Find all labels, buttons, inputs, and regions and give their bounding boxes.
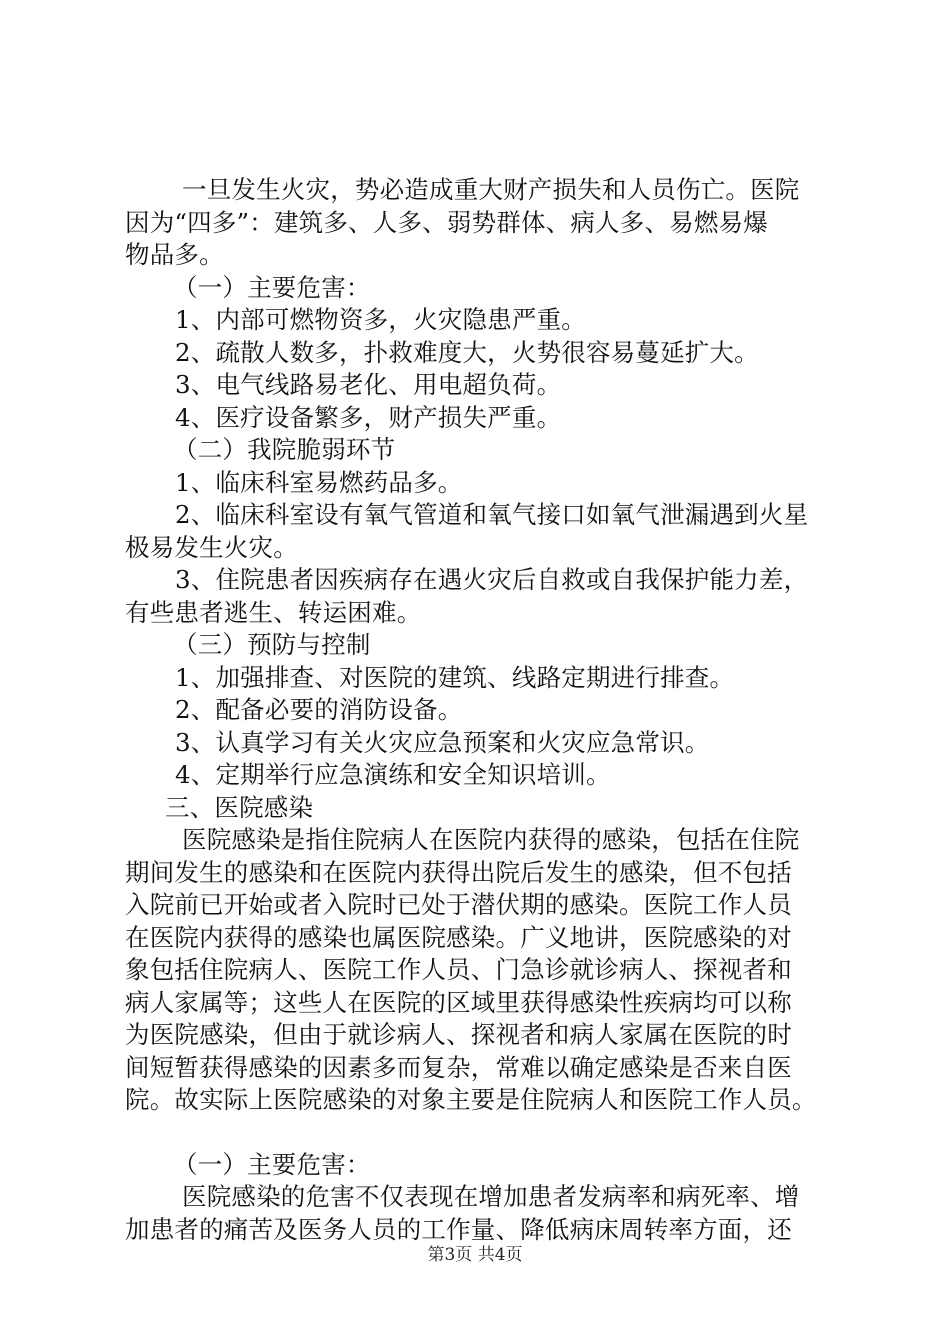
paragraph-line: 因为“四多”：建筑多、人多、弱势群体、病人多、易燃易爆 bbox=[125, 207, 768, 237]
paragraph-line: 加患者的痛苦及医务人员的工作量、降低病床周转率方面，还 bbox=[125, 1214, 792, 1244]
paragraph-line: 医院感染的危害不仅表现在增加患者发病率和病死率、增 bbox=[182, 1182, 800, 1211]
section-heading: （一）主要危害： bbox=[173, 1149, 371, 1179]
paragraph-line: 为医院感染，但由于就诊病人、探视者和病人家属在医院的时 bbox=[125, 1020, 792, 1049]
section-heading: （一）主要危害： bbox=[173, 272, 371, 302]
paragraph-line: 病人家属等；这些人在医院的区域里获得感染性疾病均可以称 bbox=[125, 987, 792, 1017]
chapter-heading: 三、医院感染 bbox=[165, 792, 314, 822]
paragraph-line: 医院感染是指住院病人在医院内获得的感染，包括在住院 bbox=[182, 825, 800, 854]
document-body bbox=[125, 174, 835, 1246]
list-item: 3、认真学习有关火灾应急预案和火灾应急常识。 bbox=[175, 727, 710, 757]
section-heading: （三）预防与控制 bbox=[173, 630, 371, 659]
list-item: 1、临床科室易燃药品多。 bbox=[175, 467, 463, 497]
list-item: 1、内部可燃物资多，火灾隐患严重。 bbox=[175, 305, 586, 334]
paragraph-line: 有些患者逃生、转运困难。 bbox=[125, 597, 422, 627]
list-item: 3、电气线路易老化、用电超负荷。 bbox=[175, 370, 562, 399]
list-item: 3、住院患者因疾病存在遇火灾后自救或自我保护能力差， bbox=[175, 565, 809, 594]
list-item: 2、配备必要的消防设备。 bbox=[175, 695, 463, 724]
paragraph-line: 间短暂获得感染的因素多而复杂，常难以确定感染是否来自医 bbox=[125, 1052, 792, 1082]
section-heading: （二）我院脆弱环节 bbox=[173, 435, 396, 464]
list-item: 2、临床科室设有氧气管道和氧气接口如氧气泄漏遇到火星 bbox=[175, 500, 809, 529]
paragraph-line: 极易发生火灾。 bbox=[125, 532, 298, 562]
paragraph-line: 在医院内获得的感染也属医院感染。广义地讲，医院感染的对 bbox=[125, 922, 792, 952]
list-item: 4、医疗设备繁多，财产损失严重。 bbox=[175, 402, 562, 432]
page-footer: 第3页 共4页 bbox=[427, 1245, 523, 1265]
paragraph-line: 院。故实际上医院感染的对象主要是住院病人和医院工作人员。 bbox=[125, 1085, 817, 1114]
paragraph-line: 入院前已开始或者入院时已处于潜伏期的感染。医院工作人员 bbox=[125, 890, 792, 919]
list-item: 1、加强排查、对医院的建筑、线路定期进行排查。 bbox=[175, 662, 735, 692]
paragraph-line: 物品多。 bbox=[125, 240, 224, 269]
paragraph-line: 期间发生的感染和在医院内获得出院后发生的感染，但不包括 bbox=[125, 857, 792, 887]
paragraph-line: 一旦发生火灾，势必造成重大财产损失和人员伤亡。医院 bbox=[182, 175, 800, 204]
paragraph-line: 象包括住院病人、医院工作人员、门急诊就诊病人、探视者和 bbox=[125, 955, 792, 984]
list-item: 2、疏散人数多，扑救难度大，火势很容易蔓延扩大。 bbox=[175, 337, 759, 367]
list-item: 4、定期举行应急演练和安全知识培训。 bbox=[175, 760, 611, 789]
paragraph-gap bbox=[125, 1117, 835, 1149]
